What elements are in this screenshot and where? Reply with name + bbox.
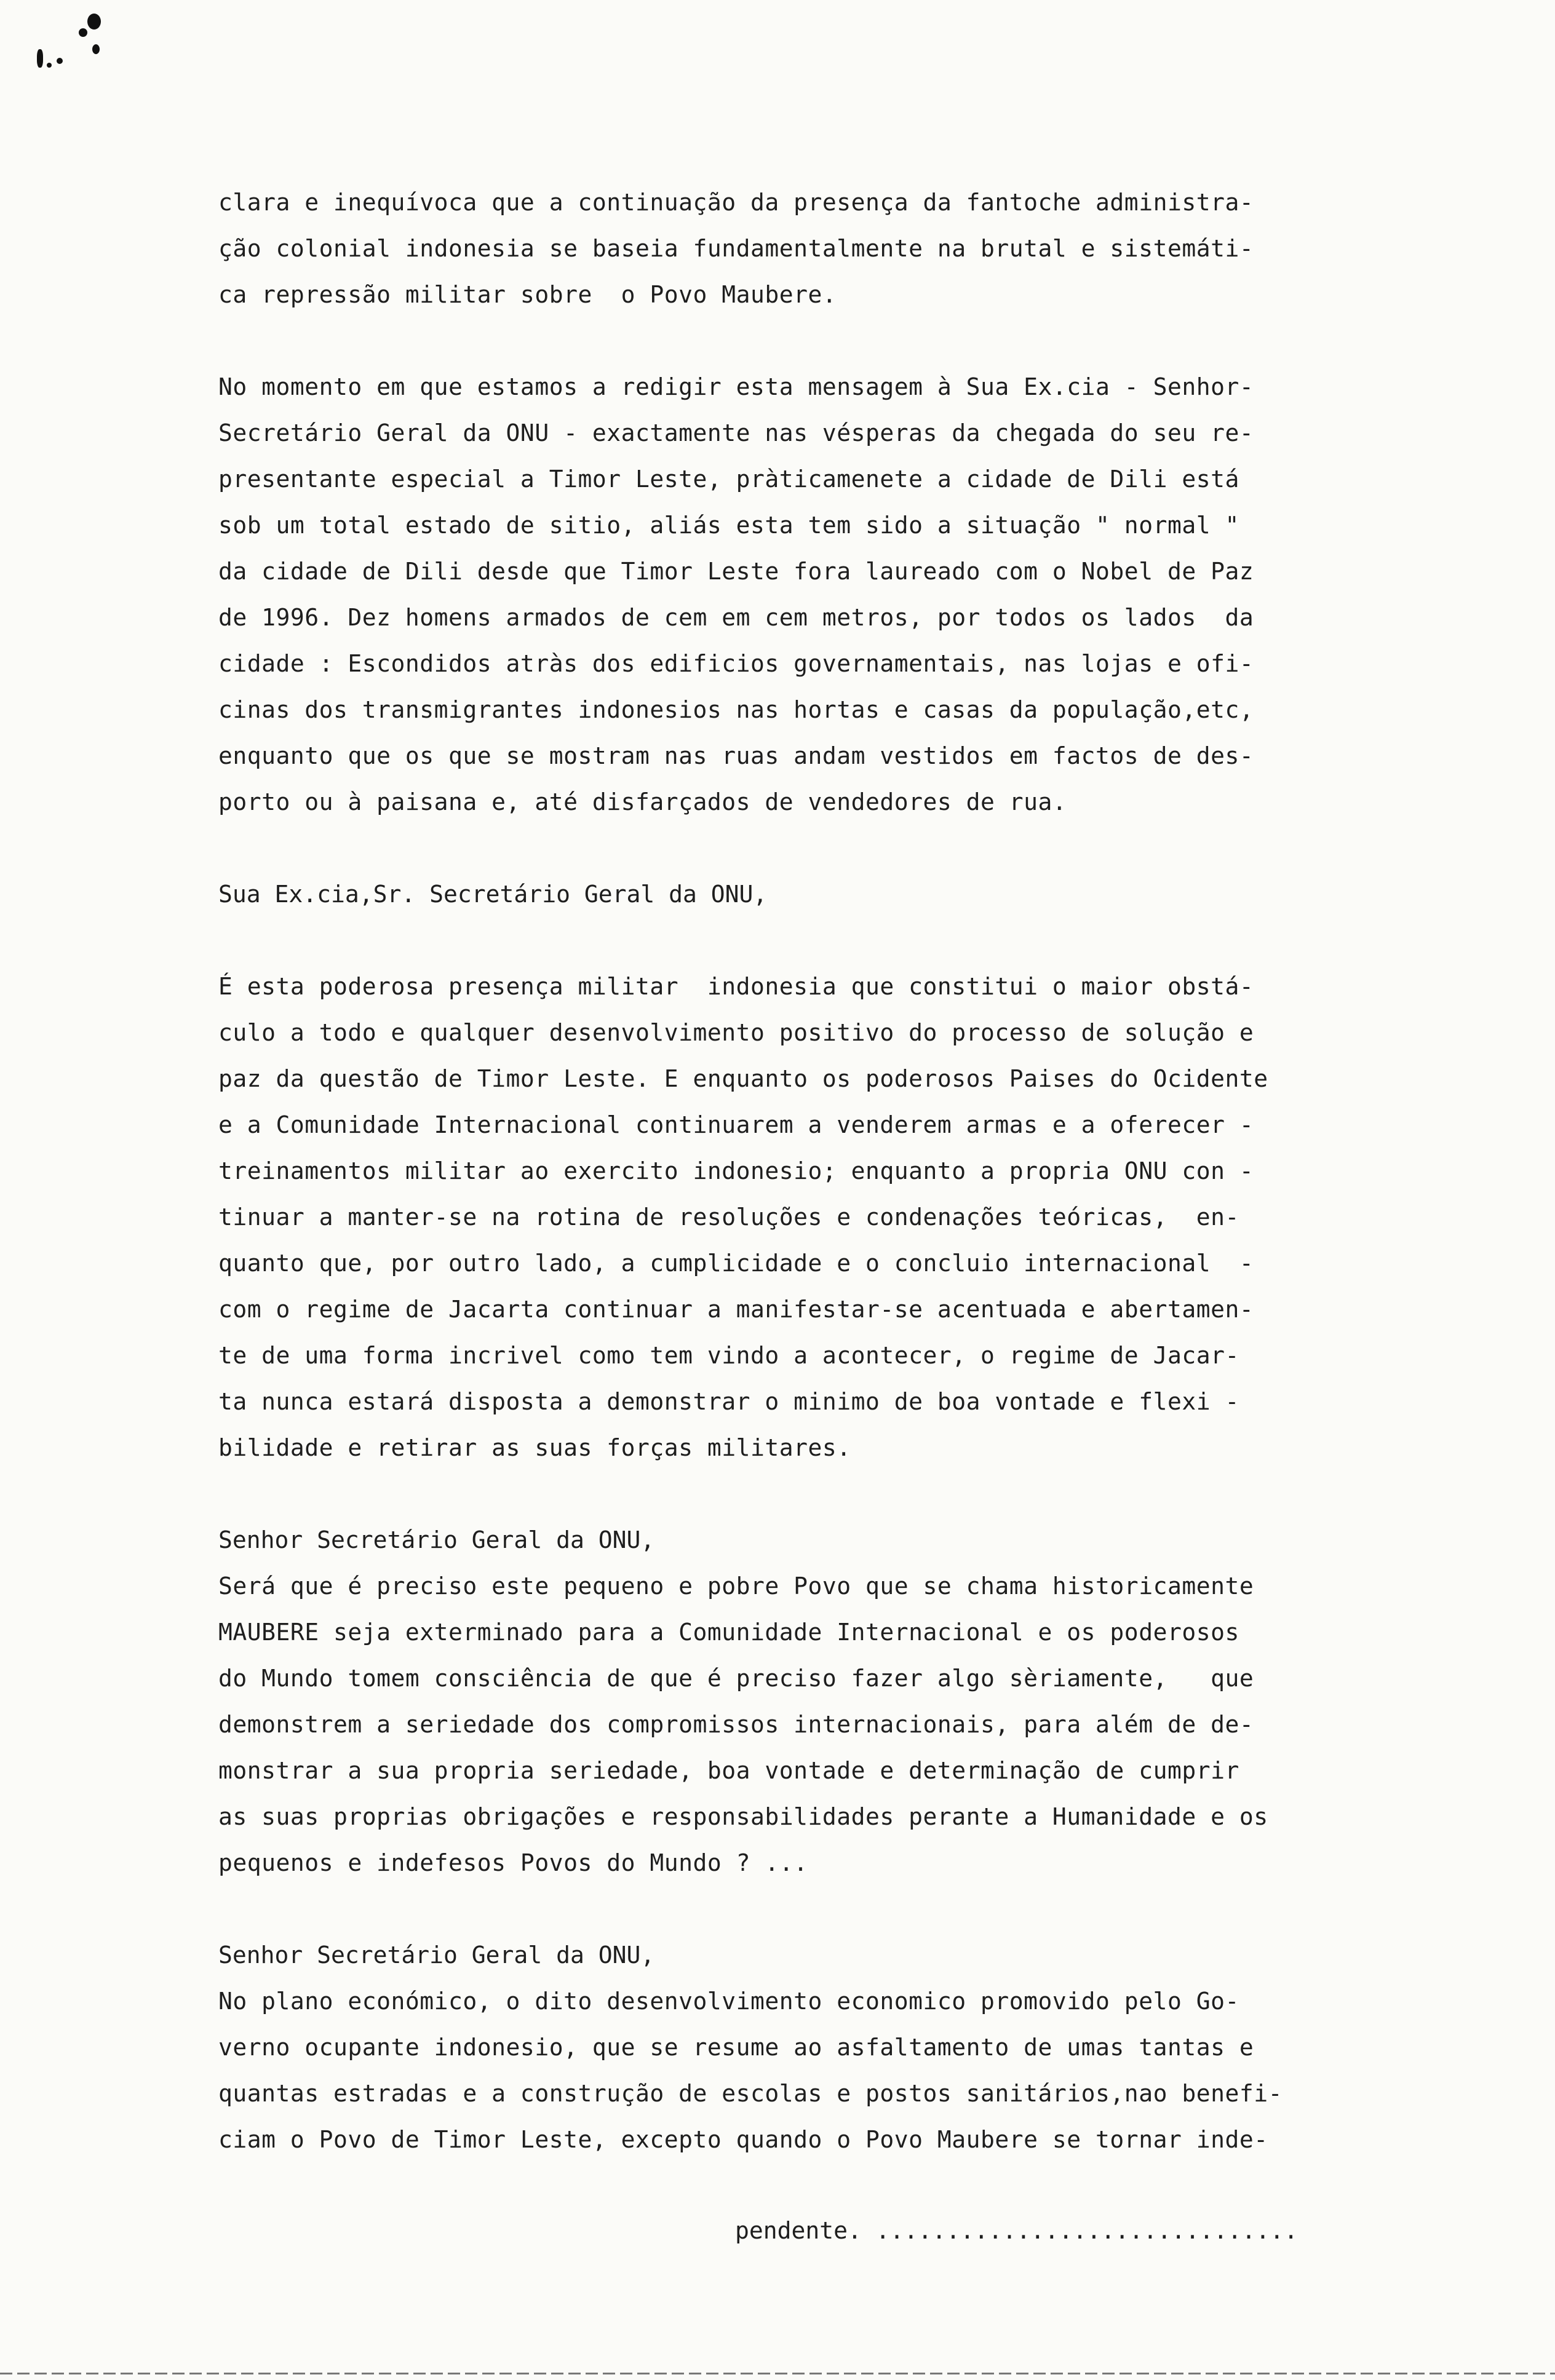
ink-spot <box>57 58 63 64</box>
text-line: pequenos e indefesos Povos do Mundo ? ... <box>218 1849 808 1876</box>
page-continuation: pendente. .............................. <box>735 2217 1298 2244</box>
text-line: monstrar a sua propria seriedade, boa vontade e determinação de cumprir <box>218 1757 1239 1784</box>
text-line: demonstrem a seriedade dos compromissos internacionais, para além de de- <box>218 1711 1254 1738</box>
text-line: tinuar a manter-se na rotina de resoluções e condenações teóricas, en- <box>218 1204 1239 1231</box>
text-line: com o regime de Jacarta continuar a manifestar-se acentuada e abertamen- <box>218 1296 1254 1323</box>
letter-body <box>218 180 1418 2163</box>
text-line: enquanto que os que se mostram nas ruas andam vestidos em factos de des- <box>218 742 1254 769</box>
text-line: quanto que, por outro lado, a cumplicidade e o concluio internacional - <box>218 1250 1254 1277</box>
text-line: Secretário Geral da ONU - exactamente nas vésperas da chegada do seu re- <box>218 419 1254 446</box>
salutation-line: Senhor Secretário Geral da ONU, <box>218 1526 655 1553</box>
text-line: quantas estradas e a construção de escolas e postos sanitários,nao benefi- <box>218 2080 1283 2107</box>
paragraph <box>218 1978 1418 2163</box>
text-line: ta nunca estará disposta a demonstrar o minimo de boa vontade e flexi - <box>218 1388 1239 1415</box>
text-line: de 1996. Dez homens armados de cem em cem metros, por todos os lados da <box>218 604 1254 631</box>
paragraph <box>218 964 1418 1471</box>
paragraph <box>218 364 1418 825</box>
ink-spot <box>92 44 100 54</box>
text-line: as suas proprias obrigações e responsabilidades perante a Humanidade e os <box>218 1803 1268 1830</box>
text-line: e a Comunidade Internacional continuarem a venderem armas e a oferecer - <box>218 1111 1254 1138</box>
ink-spot <box>37 49 43 68</box>
paragraph <box>218 1563 1418 1886</box>
text-line: ca repressão militar sobre o Povo Maubere. <box>218 281 837 308</box>
text-line: cidade : Escondidos atràs dos edificios governamentais, nas lojas e ofi- <box>218 650 1254 677</box>
text-line: cinas dos transmigrantes indonesios nas hortas e casas da população,etc, <box>218 696 1254 723</box>
text-line: culo a todo e qualquer desenvolvimento positivo do processo de solução e <box>218 1019 1254 1046</box>
text-line: ciam o Povo de Timor Leste, excepto quando o Povo Maubere se tornar inde- <box>218 2126 1268 2153</box>
text-line: paz da questão de Timor Leste. E enquanto os poderosos Paises do Ocidente <box>218 1065 1268 1092</box>
ink-spot <box>87 14 101 30</box>
text-line: presentante especial a Timor Leste, pràticamenete a cidade de Dili está <box>218 466 1239 493</box>
text-line: verno ocupante indonesio, que se resume ao asfaltamento de umas tantas e <box>218 2034 1254 2061</box>
salutation-line: Sua Ex.cia,Sr. Secretário Geral da ONU, <box>218 881 768 908</box>
salutation <box>218 1517 1418 1563</box>
text-line: sob um total estado de sitio, aliás esta tem sido a situação " normal " <box>218 512 1239 539</box>
ink-spot <box>47 63 52 68</box>
salutation-line: Senhor Secretário Geral da ONU, <box>218 1942 655 1969</box>
text-line: porto ou à paisana e, até disfarçados de vendedores de rua. <box>218 788 1067 815</box>
text-line: É esta poderosa presença militar indonesia que constitui o maior obstá- <box>218 973 1254 1000</box>
text-line: te de uma forma incrivel como tem vindo a acontecer, o regime de Jacar- <box>218 1342 1239 1369</box>
text-line: clara e inequívoca que a continuação da presença da fantoche administra- <box>218 189 1254 216</box>
text-line: No plano económico, o dito desenvolvimento economico promovido pelo Go- <box>218 1988 1239 2015</box>
text-line: MAUBERE seja exterminado para a Comunidade Internacional e os poderosos <box>218 1619 1239 1646</box>
salutation <box>218 1932 1418 1978</box>
paragraph <box>218 180 1418 318</box>
salutation <box>218 871 1418 918</box>
ink-spot <box>79 28 87 37</box>
text-line: Será que é preciso este pequeno e pobre Povo que se chama historicamente <box>218 1573 1254 1600</box>
text-line: do Mundo tomem consciência de que é preciso fazer algo sèriamente, que <box>218 1665 1254 1692</box>
text-line: treinamentos militar ao exercito indonesio; enquanto a propria ONU con - <box>218 1157 1254 1184</box>
page-edge-line <box>0 2373 1555 2374</box>
text-line: bilidade e retirar as suas forças militares. <box>218 1434 851 1461</box>
text-line: ção colonial indonesia se baseia fundamentalmente na brutal e sistemáti- <box>218 235 1254 262</box>
text-line: da cidade de Dili desde que Timor Leste fora laureado com o Nobel de Paz <box>218 558 1254 585</box>
text-line: No momento em que estamos a redigir esta mensagem à Sua Ex.cia - Senhor- <box>218 373 1254 400</box>
